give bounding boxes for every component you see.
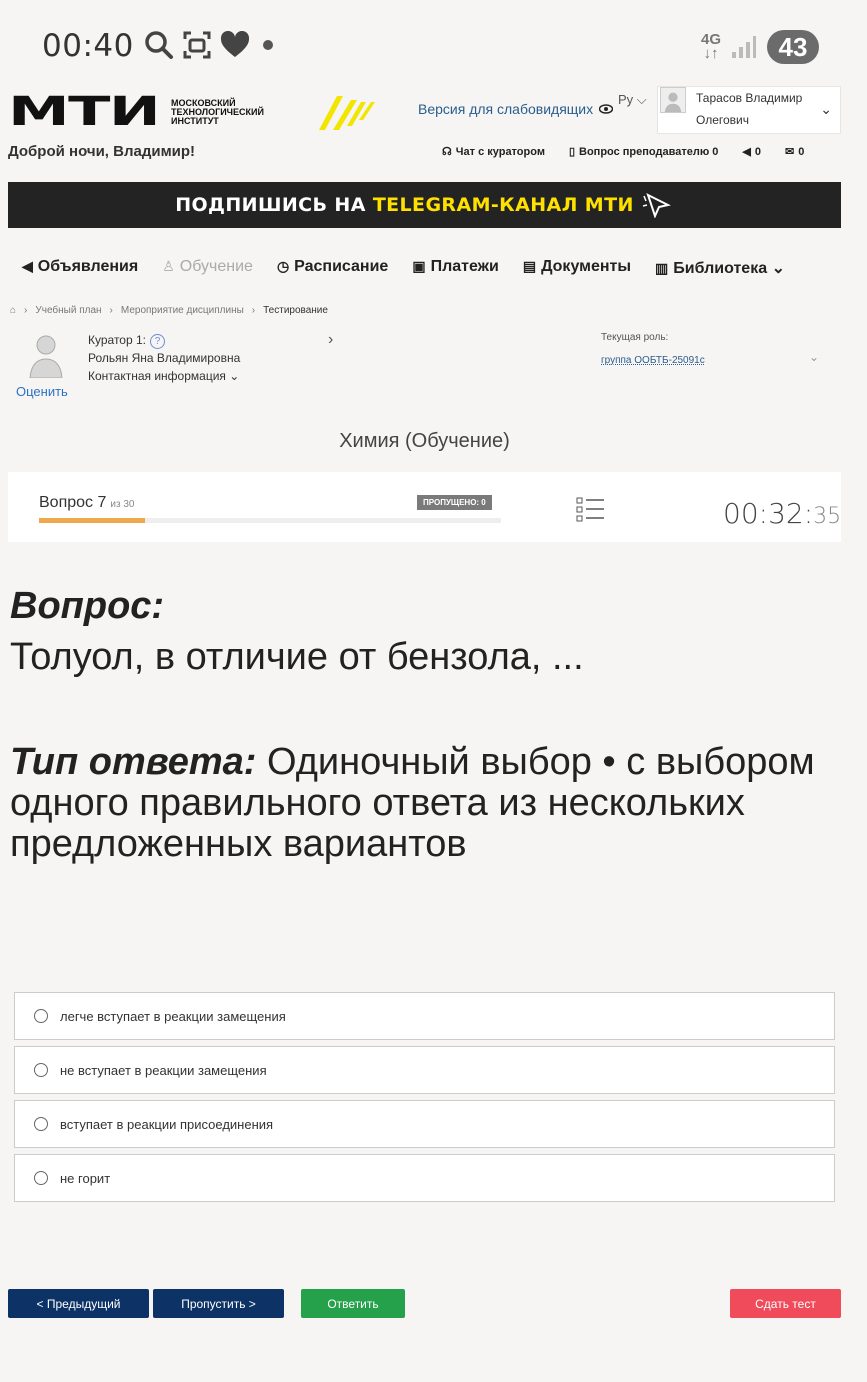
answer-options (14, 992, 835, 1208)
nav-payments[interactable] (412, 258, 499, 278)
dot-icon (258, 35, 278, 55)
radio-button[interactable] (34, 1063, 48, 1077)
top-links (442, 145, 804, 158)
teacher-question-label: Вопрос преподавателю 0 (579, 146, 719, 158)
status-time: 00:40 (42, 28, 134, 64)
nav-announcements[interactable] (22, 258, 138, 278)
network-indicator: 4G ↓↑ (700, 31, 721, 62)
breadcrumb-item[interactable]: Мероприятие дисциплины (120, 305, 244, 316)
messages-count: 0 (798, 146, 805, 158)
low-vision-link[interactable] (418, 101, 613, 117)
site-logo[interactable] (8, 89, 379, 135)
user-name: Тарасов Владимир Олегович (696, 91, 803, 127)
low-vision-label: Версия для слабовидящих (418, 101, 594, 117)
skip-button[interactable]: Пропустить > (153, 1289, 284, 1318)
skipped-badge: ПРОПУЩЕНО: 0 (417, 495, 492, 510)
nav-library[interactable] (655, 258, 785, 278)
chevron-down-icon: ⌄ (229, 369, 240, 383)
answer-option[interactable] (14, 1154, 835, 1202)
answer-button[interactable]: Ответить (301, 1289, 405, 1318)
answer-option-label: легче вступает в реакции замещения (60, 1008, 286, 1024)
heart-icon (220, 31, 250, 59)
timer-main: 00:32: (723, 497, 814, 530)
main-nav (22, 258, 785, 278)
logo-text: МОСКОВСКИЙ ТЕХНОЛОГИЧЕСКИЙ ИНСТИТУТ (171, 97, 264, 126)
telegram-banner[interactable] (8, 182, 841, 228)
nav-library-label: Библиотека (673, 260, 768, 277)
role-label: Текущая роль: (601, 332, 669, 343)
nav-documents-label: Документы (541, 258, 632, 275)
book-icon: ▯ (568, 146, 576, 158)
curator-avatar (28, 332, 64, 378)
breadcrumb-separator: › (109, 305, 113, 316)
clock-icon: ◷ (276, 258, 290, 274)
answer-option-label: не горит (60, 1170, 111, 1186)
chevron-down-icon: ⌄ (771, 260, 785, 277)
chevron-right-icon[interactable]: › (328, 331, 334, 348)
timer (723, 497, 841, 530)
language-select[interactable] (618, 92, 647, 108)
answer-option[interactable] (14, 1100, 835, 1148)
document-icon: ▤ (522, 258, 537, 274)
status-right (701, 30, 819, 64)
radio-button[interactable] (34, 1171, 48, 1185)
curator-name: Рольян Яна Владимировна (88, 351, 241, 365)
submit-test-button[interactable]: Сдать тест (730, 1289, 841, 1318)
question-heading: Вопрос: (10, 585, 165, 627)
signal-icon (731, 35, 757, 59)
nav-announcements-label: Объявления (37, 258, 139, 275)
progress-bar (39, 518, 501, 523)
megaphone-icon: ◀ (742, 146, 751, 158)
question-counter (39, 494, 134, 512)
announcements-link[interactable] (742, 145, 761, 158)
nav-schedule-label: Расписание (294, 258, 389, 275)
radio-button[interactable] (34, 1117, 48, 1131)
question-total: из 30 (110, 499, 135, 510)
breadcrumb-separator: › (24, 305, 28, 316)
megaphone-icon: ◀ (22, 258, 33, 274)
breadcrumb-separator: › (251, 305, 256, 316)
mail-icon: ✉ (784, 146, 795, 158)
chevron-down-icon: ⌵ (636, 92, 647, 107)
breadcrumb-item[interactable]: Учебный план (35, 305, 102, 316)
eye-icon (599, 104, 613, 114)
nav-learning-label: Обучение (179, 258, 253, 275)
question-text: Толуол, в отличие от бензола, ... (10, 636, 584, 678)
timer-seconds: 35 (813, 504, 842, 529)
subject-title: Химия (Обучение) (339, 430, 510, 452)
announcements-count: 0 (754, 146, 761, 158)
chevron-down-icon[interactable]: ⌄ (809, 350, 820, 364)
contact-info-label: Контактная информация (88, 369, 226, 383)
nav-learning[interactable] (162, 258, 253, 278)
curator-chat-link[interactable] (442, 145, 545, 158)
breadcrumb-current: Тестирование (263, 305, 328, 316)
progress-card (8, 472, 841, 542)
greeting: Доброй ночи, Владимир! (8, 143, 196, 160)
banner-highlight: TELEGRAM-КАНАЛ МТИ (372, 194, 634, 216)
messages-link[interactable] (785, 145, 804, 158)
teacher-question-link[interactable] (569, 145, 718, 158)
answer-type (10, 742, 850, 865)
help-icon[interactable]: ? (150, 334, 165, 349)
answer-type-label: Тип ответа: (10, 741, 257, 783)
home-icon[interactable]: ⌂ (10, 305, 17, 316)
headset-icon: ☊ (442, 146, 452, 158)
answer-type-text: Одиночный выбор • с выбором одного правильного ответа из нескольких предложенных вариантов (10, 741, 815, 865)
role-select[interactable]: группа ООБТБ-25091с (601, 355, 705, 366)
cursor-icon (642, 192, 674, 218)
progress-bar-fill (39, 518, 145, 523)
answer-option-label: вступает в реакции присоединения (60, 1116, 274, 1132)
nav-schedule[interactable] (277, 258, 388, 278)
language-label: Ру (618, 92, 634, 107)
rate-link[interactable]: Оценить (16, 384, 68, 399)
avatar (660, 87, 686, 113)
banner-text: ПОДПИШИСЬ НА (175, 194, 366, 216)
battery-indicator: 43 (767, 30, 819, 64)
question-list-icon[interactable] (576, 496, 606, 524)
nav-documents[interactable] (523, 258, 631, 278)
previous-button[interactable]: < Предыдущий (8, 1289, 149, 1318)
user-menu[interactable] (657, 86, 841, 134)
logo-mark: МТИ (8, 89, 160, 135)
logo-accent-icon (309, 92, 379, 132)
answer-option[interactable] (14, 1046, 835, 1094)
question-number: Вопрос 7 (39, 494, 107, 511)
search-icon (144, 30, 174, 60)
screenshot-icon (182, 30, 212, 60)
chevron-down-icon: ⌄ (820, 101, 832, 117)
status-icons (144, 30, 278, 60)
radio-button[interactable] (34, 1009, 48, 1023)
breadcrumb (10, 305, 328, 316)
nav-payments-label: Платежи (430, 258, 499, 275)
contact-info-toggle[interactable] (88, 367, 240, 385)
curator-chat-label: Чат с куратором (455, 146, 545, 158)
curator-label: Куратор 1: (88, 333, 146, 347)
curator-info (88, 331, 240, 385)
answer-option[interactable] (14, 992, 835, 1040)
answer-option-label: не вступает в реакции замещения (60, 1062, 267, 1078)
graduation-cap-icon: ♙ (162, 258, 175, 274)
book-icon: ▥ (655, 260, 669, 276)
cash-icon: ▣ (412, 258, 426, 274)
